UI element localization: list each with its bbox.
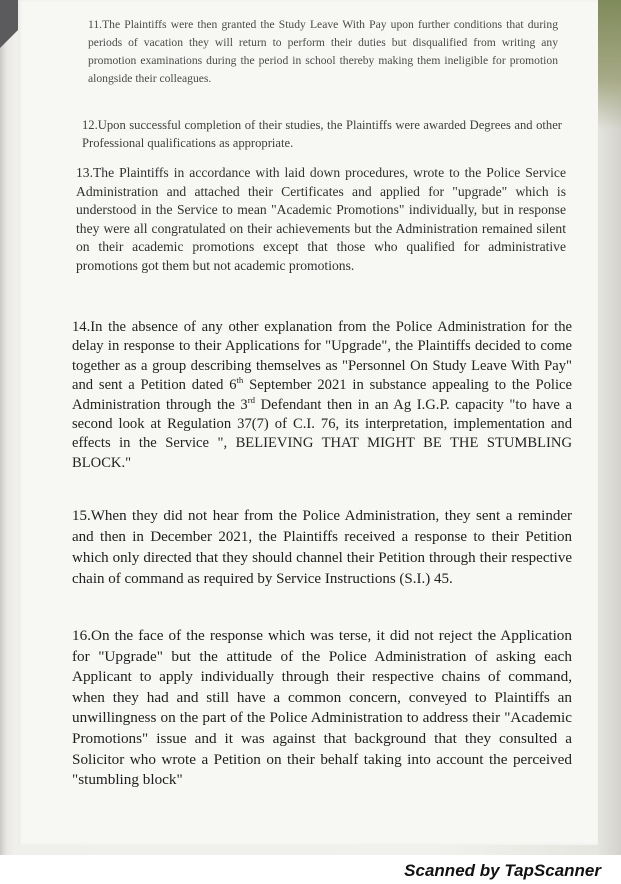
paragraph-text: When they did not hear from the Police Administration, they sent a reminder and then in December 2021, the Plaintiffs received a response to their Petition which only directed that they should channel their Petition through their respective chain of command as required by Service Instructions (S.I.) 45. xyxy=(72,508,572,587)
paragraph-12 xyxy=(82,116,562,152)
paragraph-13 xyxy=(76,164,566,276)
paragraph-number: 12. xyxy=(82,118,98,132)
paragraph-text-part: Defendant then in an Ag I.G.P. capacity "to have a second look at Regulation 37(7) of C.I. 76, its interpretation, implementation and effects in the Service ", BELIEVING THAT MIGHT BE THE STUMBLING BLOCK." xyxy=(72,396,572,471)
paragraph-number: 15. xyxy=(72,508,91,524)
paragraph-14 xyxy=(72,318,572,473)
ordinal-suffix: th xyxy=(236,375,244,386)
scan-edge-background xyxy=(595,0,621,130)
paragraph-text-part: In the absence of any other explanation from the Police Administration for the delay in response to their Applications for "Upgrade", the Plaintiffs decided to come together as a group describing themselves as "Personnel On Study Leave With Pay" and sent a Petition dated 6 xyxy=(72,319,572,394)
paragraph-number: 11. xyxy=(88,18,103,31)
scanner-watermark: Scanned by TapScanner xyxy=(404,861,601,880)
paragraph-number: 16. xyxy=(72,627,91,644)
document-page xyxy=(18,0,598,845)
paragraph-15 xyxy=(72,506,572,590)
paragraph-text: On the face of the response which was terse, it did not reject the Application for "Upgrade" but the attitude of the Police Administration of asking each Applicant to apply individually through their respective chains of command, when they had and still have a common concern, conveyed to Plaintiffs an unwillingness on the part of the Police Administration to address their "Academic Promotions" issue and it was against that background that they consulted a Solicitor who wrote a Petition on their behalf taking into account the perceived "stumbling block" xyxy=(72,627,572,789)
paragraph-11 xyxy=(88,16,558,88)
ordinal-suffix: rd xyxy=(247,394,256,405)
paragraph-number: 14. xyxy=(72,319,91,335)
paragraph-text: The Plaintiffs in accordance with laid down procedures, wrote to the Police Service Administration and attached their Certificates and applied for "upgrade" which is understood in the Service to mean "Academic Promotions" individually, but in response they were all congratulated on their achievements but the Administration remained silent on their academic promotions except that those who qualified for administrative promotions got them but not academic promotions. xyxy=(76,165,566,273)
paragraph-text-part: September 2021 in substance appealing to the Police Administration through the 3 xyxy=(72,377,572,413)
paragraph-16 xyxy=(72,626,572,791)
paragraph-text: Upon successful completion of their studies, the Plaintiffs were awarded Degrees and other Professional qualifications as appropriate. xyxy=(82,118,562,150)
paragraph-text: The Plaintiffs were then granted the Study Leave With Pay upon further conditions that during periods of vacation they will return to perform their duties but disqualified from writing any promotion examinations during the period in school thereby making them ineligible for promotion alongside their colleagues. xyxy=(88,18,558,85)
paragraph-number: 13. xyxy=(76,165,93,180)
